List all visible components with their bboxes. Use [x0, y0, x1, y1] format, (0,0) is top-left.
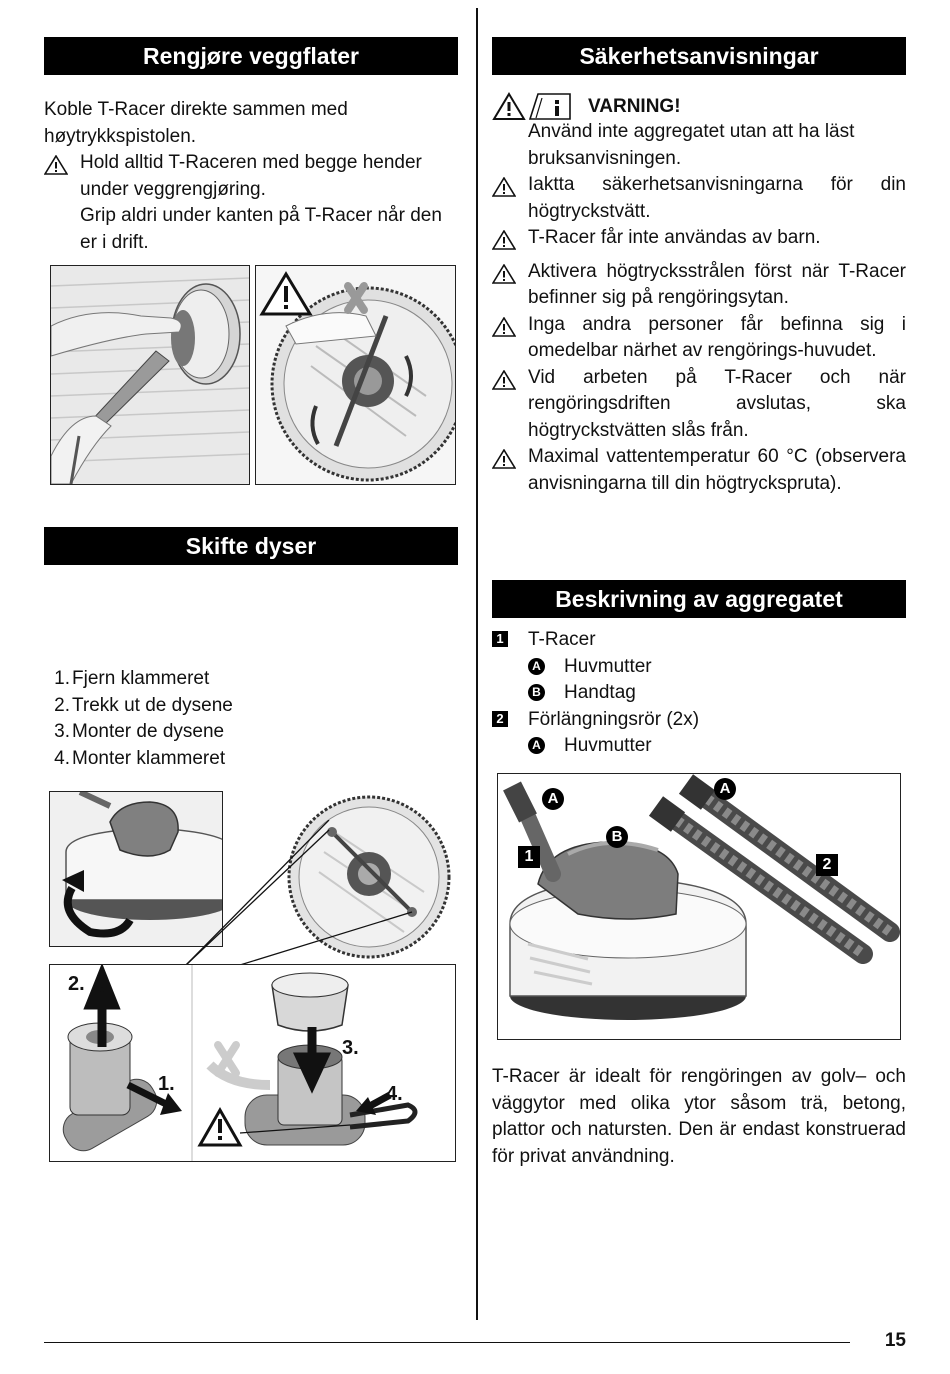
safety-item: Vid arbeten på T-Racer och när rengöringsdriften avslutas, ska högtryckstvätten slås från.: [492, 365, 906, 445]
nozzle-change-illustration: [49, 964, 456, 1162]
warning-triangle-icon: [492, 172, 528, 225]
label-1-tracer: 1: [518, 846, 540, 868]
warning-triangle-icon: [44, 150, 80, 256]
part-item: A Huvmutter: [492, 654, 906, 681]
warning-header: [492, 90, 906, 120]
column-divider: [476, 8, 478, 1320]
part-letter-badge: B: [528, 684, 545, 701]
label-b-handle: B: [606, 826, 628, 848]
intro-paragraph: Koble T-Racer direkte sammen med høytrykkspistolen.: [44, 99, 348, 147]
warning-do-not-grip: Grip aldri under kanten på T-Racer når den er i drift.: [80, 205, 442, 253]
label-a-nut-extension: A: [714, 778, 736, 800]
safety-item: Inga andra personer får befinna sig i omedelbar närhet av rengörings-huvudet.: [492, 312, 906, 365]
label-a-nut-tracer: A: [542, 788, 564, 810]
step-item: 3. Monter de dysene: [54, 721, 225, 742]
part-item: B Handtag: [492, 680, 906, 707]
parts-list: [492, 627, 906, 760]
warning-text: Använd inte aggregatet utan att ha läst bruksanvisningen.: [528, 121, 855, 169]
safety-item: Aktivera högtrycksstrålen först när T-Racer befinner sig på rengöringsytan.: [492, 259, 906, 312]
part-letter-badge: A: [528, 737, 545, 754]
section-heading-description: Beskrivning av aggregatet: [492, 580, 906, 618]
warning-label: VARNING!: [588, 96, 681, 117]
step-item: 1. Fjern klammeret: [54, 668, 210, 689]
label-2-extension: 2: [816, 854, 838, 876]
section-heading-change-nozzles: Skifte dyser: [44, 527, 458, 565]
page-number: 15: [884, 1330, 906, 1351]
step-item: 2. Trekk ut de dysene: [54, 694, 233, 716]
warning-triangle-icon: [492, 92, 526, 120]
step-label-3: 3.: [342, 1037, 359, 1059]
warning-triangle-icon: [492, 225, 528, 259]
description-paragraph: T-Racer är idealt för rengöringen av golv– och väggytor med olika ytor såsom trä, betong, plattor och natursten. Den är endast konstruerad för privat användning.: [492, 1066, 906, 1167]
read-manual-icon: [528, 92, 572, 120]
part-item: 2 Förlängningsrör (2x): [492, 707, 906, 734]
nozzle-steps: [44, 666, 458, 772]
warning-triangle-icon: [492, 259, 528, 312]
step-label-1: 1.: [158, 1073, 175, 1095]
warning-triangle-icon: [492, 312, 528, 365]
section-heading-wall-cleaning: Rengjøre veggflater: [44, 37, 458, 75]
part-number-badge: 2: [492, 711, 508, 727]
wall-cleaning-illustration: [50, 265, 250, 485]
part-number-badge: 1: [492, 631, 508, 647]
step-label-2: 2.: [68, 973, 85, 995]
hand-warning-illustration: [255, 265, 456, 485]
callout-lines: [44, 820, 458, 970]
safety-item: Maximal vattentemperatur 60 °C (observera anvisningarna till din högtryckspruta).: [492, 444, 906, 497]
safety-text: [492, 90, 906, 497]
section-heading-safety: Säkerhetsanvisningar: [492, 37, 906, 75]
part-item: 1 T-Racer: [492, 627, 906, 654]
warning-triangle-icon: [492, 444, 528, 497]
wall-cleaning-text: [44, 97, 458, 256]
part-letter-badge: A: [528, 658, 545, 675]
footer-rule: [44, 1342, 850, 1343]
safety-item: T-Racer får inte användas av barn.: [492, 225, 906, 259]
warning-two-hands: Hold alltid T-Raceren med begge hender under veggrengjøring.: [80, 152, 422, 200]
parts-overview-illustration: [497, 773, 901, 1040]
part-item: A Huvmutter: [492, 733, 906, 760]
warning-triangle-icon: [492, 365, 528, 445]
safety-item: Iaktta säkerhetsanvisningarna för din högtryckstvätt.: [492, 172, 906, 225]
step-item: 4. Monter klammeret: [54, 747, 226, 769]
warning-row: [44, 150, 458, 256]
step-label-4: 4.: [386, 1083, 403, 1105]
